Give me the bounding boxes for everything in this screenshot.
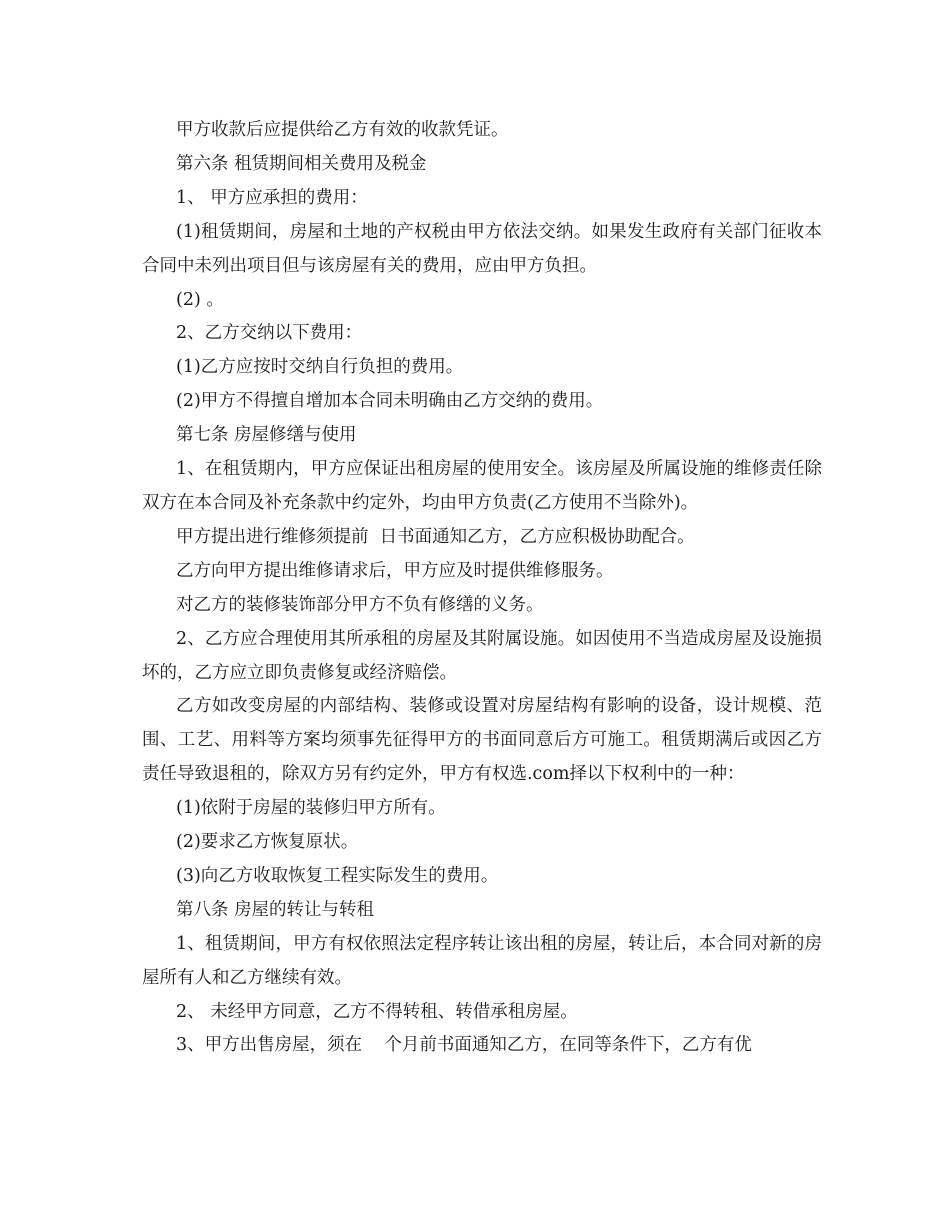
paragraph-structure-change: 乙方如改变房屋的内部结构、装修或设置对房屋结构有影响的设备，设计规模、范围、工艺、用料等方案均须事先征得甲方的书面同意后方可施工。租赁期满后或因乙方责任导致退租的，除双方另有约定外，甲方有权选.com择以下权利中的一种：: [142, 696, 822, 785]
paragraph-reasonable-use: 2、乙方应合理使用其所承租的房屋及其附属设施。如因使用不当造成房屋及设施损坏的，乙方应立即负责修复或经济赔偿。: [142, 628, 822, 683]
paragraph-receipt-voucher: 甲方收款后应提供给乙方有效的收款凭证。: [176, 120, 509, 140]
article-7-heading: 第七条 房屋修缮与使用: [176, 425, 357, 446]
document-body: [142, 114, 822, 1063]
paragraph-sale-notice: 3、甲方出售房屋，须在 个月前书面通知乙方，在同等条件下，乙方有优: [176, 1035, 752, 1056]
paragraph-transfer-validity: 1、租赁期间，甲方有权依照法定程序转让该出租的房屋，转让后，本合同对新的房屋所有人和乙方继续有效。: [142, 933, 822, 988]
paragraph-restore-cost: (3)向乙方收取恢复工程实际发生的费用。: [176, 865, 499, 886]
paragraph-no-sublease: 2、 未经甲方同意，乙方不得转租、转借承租房屋。: [176, 1001, 578, 1022]
list-item-lessee-costs: 2、乙方交纳以下费用：: [176, 323, 363, 344]
paragraph-repair-responsibility: 1、在租赁期内，甲方应保证出租房屋的使用安全。该房屋及所属设施的维修责任除双方在本合同及补充条款中约定外，均由甲方负责(乙方使用不当除外)。: [142, 459, 822, 513]
paragraph-property-tax: (1)租赁期间，房屋和土地的产权税由甲方依法交纳。如果发生政府有关部门征收本合同中未列出项目但与该房屋有关的费用，应由甲方负担。: [142, 221, 822, 276]
paragraph-restore-original: (2)要求乙方恢复原状。: [176, 832, 359, 853]
paragraph-decoration-ownership: (1)依附于房屋的装修归甲方所有。: [176, 798, 446, 819]
list-item-lessor-costs: 1、 甲方应承担的费用：: [176, 187, 368, 208]
article-6-heading: 第六条 租赁期间相关费用及税金: [176, 153, 427, 174]
paragraph-repair-request: 乙方向甲方提出维修请求后，甲方应及时提供维修服务。: [176, 560, 614, 581]
paragraph-no-extra-charges: (2)甲方不得擅自增加本合同未明确由乙方交纳的费用。: [176, 391, 604, 412]
paragraph-lessee-pay-on-time: (1)乙方应按时交纳自行负担的费用。: [176, 357, 464, 378]
paragraph-repair-notice: 甲方提出进行维修须提前 日书面通知乙方，乙方应积极协助配合。: [176, 526, 695, 547]
paragraph-item-2-blank: (2) 。: [176, 289, 224, 310]
article-8-heading: 第八条 房屋的转让与转租: [176, 899, 375, 920]
paragraph-decoration-no-repair: 对乙方的装修装饰部分甲方不负有修缮的义务。: [176, 594, 544, 615]
